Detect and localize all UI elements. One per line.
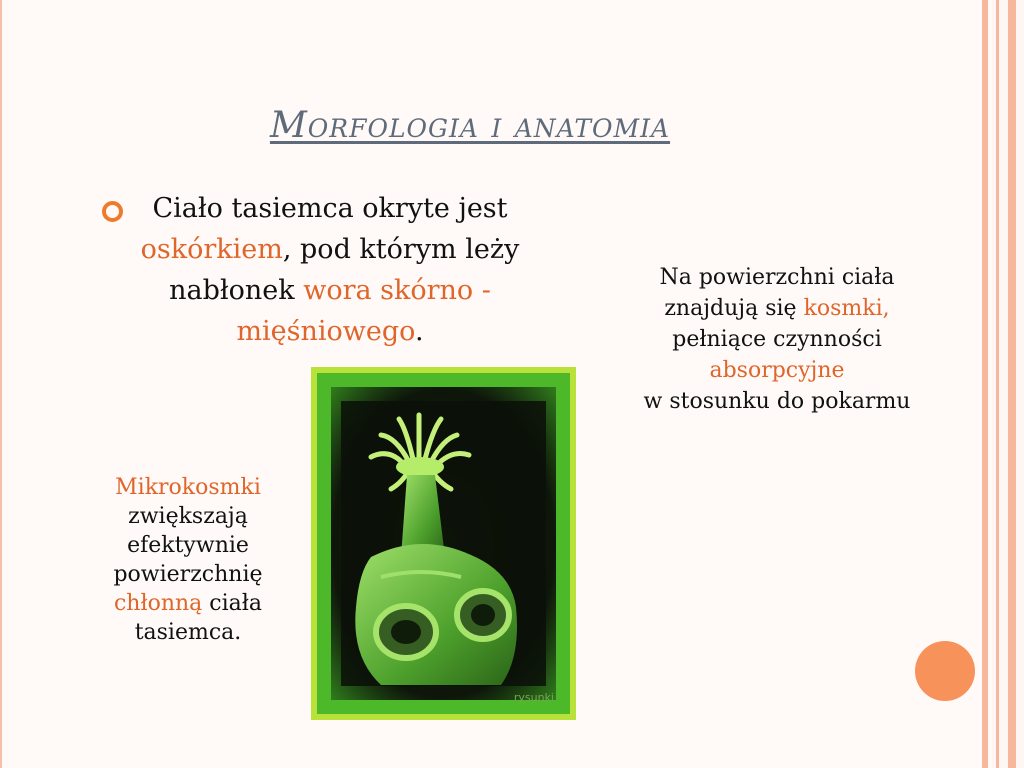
left-note-text-2: ciała tasiemca. [134,591,263,645]
decorative-circle [915,641,975,701]
left-note [88,473,288,647]
bullet-text-1: Ciało tasiemca okryte jest [152,193,508,224]
right-note-text-1: Na powierzchni ciała znajdują się [659,265,895,321]
right-note-highlight-kosmki: kosmki, [803,296,890,321]
bullet-highlight-oskorek: oskórkiem [140,234,283,265]
slide-title: Morfologia i anatomia [269,105,671,146]
hollow-circle-bullet-icon [102,201,123,222]
bullet-paragraph [100,188,560,352]
left-note-highlight-chlonna: chłonną [113,591,203,616]
image-credit: rysunki [513,691,554,704]
tapeworm-illustration [311,367,576,720]
right-note-text-2: pełniące czynności [672,327,882,352]
decorative-stripe [982,0,988,768]
left-note-highlight-mikrokosmki: Mikrokosmki [115,475,261,500]
bullet-text-2: , pod którym leży nabłonek [169,234,520,306]
bullet-text-3: . [414,316,424,347]
right-note-text-3: w stosunku do pokarmu [643,389,911,414]
tapeworm-scolex-image [311,367,576,720]
left-note-text-1: zwiększają efektywnie powierzchnię [113,504,263,587]
right-note-highlight-absorpcyjne: absorpcyjne [709,358,845,383]
decorative-stripe [1008,0,1016,768]
bullet-highlight-wor: wora skórno - mięśniowego [236,275,491,347]
decorative-stripe [996,0,999,768]
right-note [618,262,936,417]
